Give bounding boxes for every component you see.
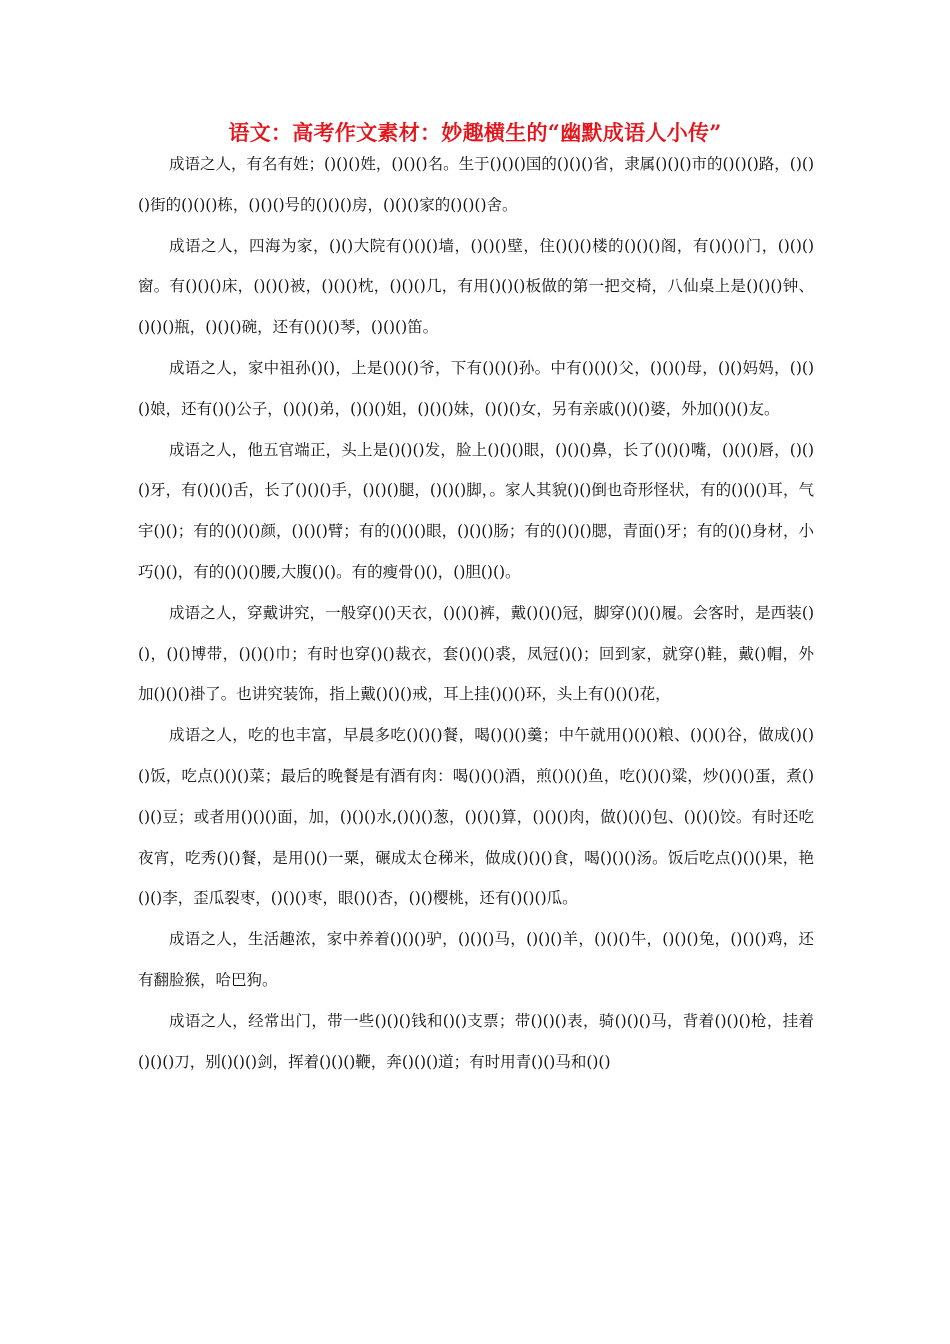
paragraph-address: 成语之人，有名有姓；()()()姓，()()()名。生于()()()国的()()()省，隶属()()()市的()()()路，()()()街的()()()栋，()()()号的()()()房，()()()家的()()()舍。 bbox=[138, 155, 814, 214]
paragraph-clothing: 成语之人，穿戴讲究，一般穿()()天衣，()()()裤，戴()()()冠，脚穿()()()履。会客时，是西装()()，()()博带，()()()巾；有时也穿()()裁衣，套()()()裘，凤冠()()；回到家，就穿()鞋，戴()帽，外加()()()褂了。也讲究装饰，指上戴()()()戒，耳上挂()()()环，头上有()()()花， bbox=[138, 603, 814, 704]
paragraph-family: 成语之人，家中祖孙()()，上是()()()爷，下有()()()孙。中有()()()父，()()()母，()()妈妈，()()()娘，还有()()公子，()()()弟，()()()姐，()()()妹，()()()女，另有亲戚()()()婆，外加()()()友。 bbox=[138, 358, 814, 418]
paragraph-travel: 成语之人，经常出门，带一些()()()钱和()()支票；带()()()表，骑()()()马，背着()()()枪，挂着()()()刀，别()()()剑，挥着()()()鞭，奔()()()道；有时用青()()马和()() bbox=[138, 1011, 814, 1071]
paragraph-appearance: 成语之人，他五官端正，头上是()()()发，脸上()()()眼，()()()鼻，长了()()()嘴，()()()唇，()()()牙，有()()()舌，长了()()()手，()()()腿，()()()脚，。家人其貌()()倒也奇形怪状，有的()()()耳，气宇()()；有的()()()颜，()()()臂；有的()()()眼，()()()肠；有的()()()腮，青面()牙；有的()()身材，小巧()()，有的()()()腰,大腹()()。有的瘦骨()()，()胆()()。 bbox=[138, 440, 814, 581]
paragraph-home: 成语之人，四海为家，()()大院有()()()墙，()()()壁，住()()()楼的()()()阁，有()()()门，()()()窗。有()()()床，()()()被，()()()枕，()()()几，有用()()()板做的第一把交椅，八仙桌上是()()()钟、()()()瓶，()()()碗，还有()()()琴，()()()笛。 bbox=[138, 236, 814, 337]
paragraph-animals: 成语之人，生活趣浓，家中养着()()()驴，()()()马，()()()羊，()()()牛，()()()兔，()()()鸡，还有翻脸猴，哈巴狗。 bbox=[138, 930, 814, 989]
document-body bbox=[138, 144, 814, 1082]
document-title: 语文：高考作文素材：妙趣横生的“幽默成语人小传” bbox=[228, 120, 722, 145]
paragraph-food: 成语之人，吃的也丰富，早晨多吃()()()餐，喝()()()羹；中午就用()()()粮、()()()谷，做成()()()饭，吃点()()()菜；最后的晚餐是有酒有肉：喝()()()酒，煎()()()鱼，吃()()()粱，炒()()()蛋，煮()()()豆；或者用()()()面，加，()()()水,()()()葱，()()()算，()()()肉，做()()()包、()()()饺。有时还吃夜宵，吃秀()()餐，是用()()一粟，碾成太仓稊米，做成()()()食，喝()()()汤。饭后吃点()()()果，艳()()李，歪瓜裂枣，()()()枣，眼()()杏，()()樱桃，还有()()()瓜。 bbox=[138, 726, 814, 908]
